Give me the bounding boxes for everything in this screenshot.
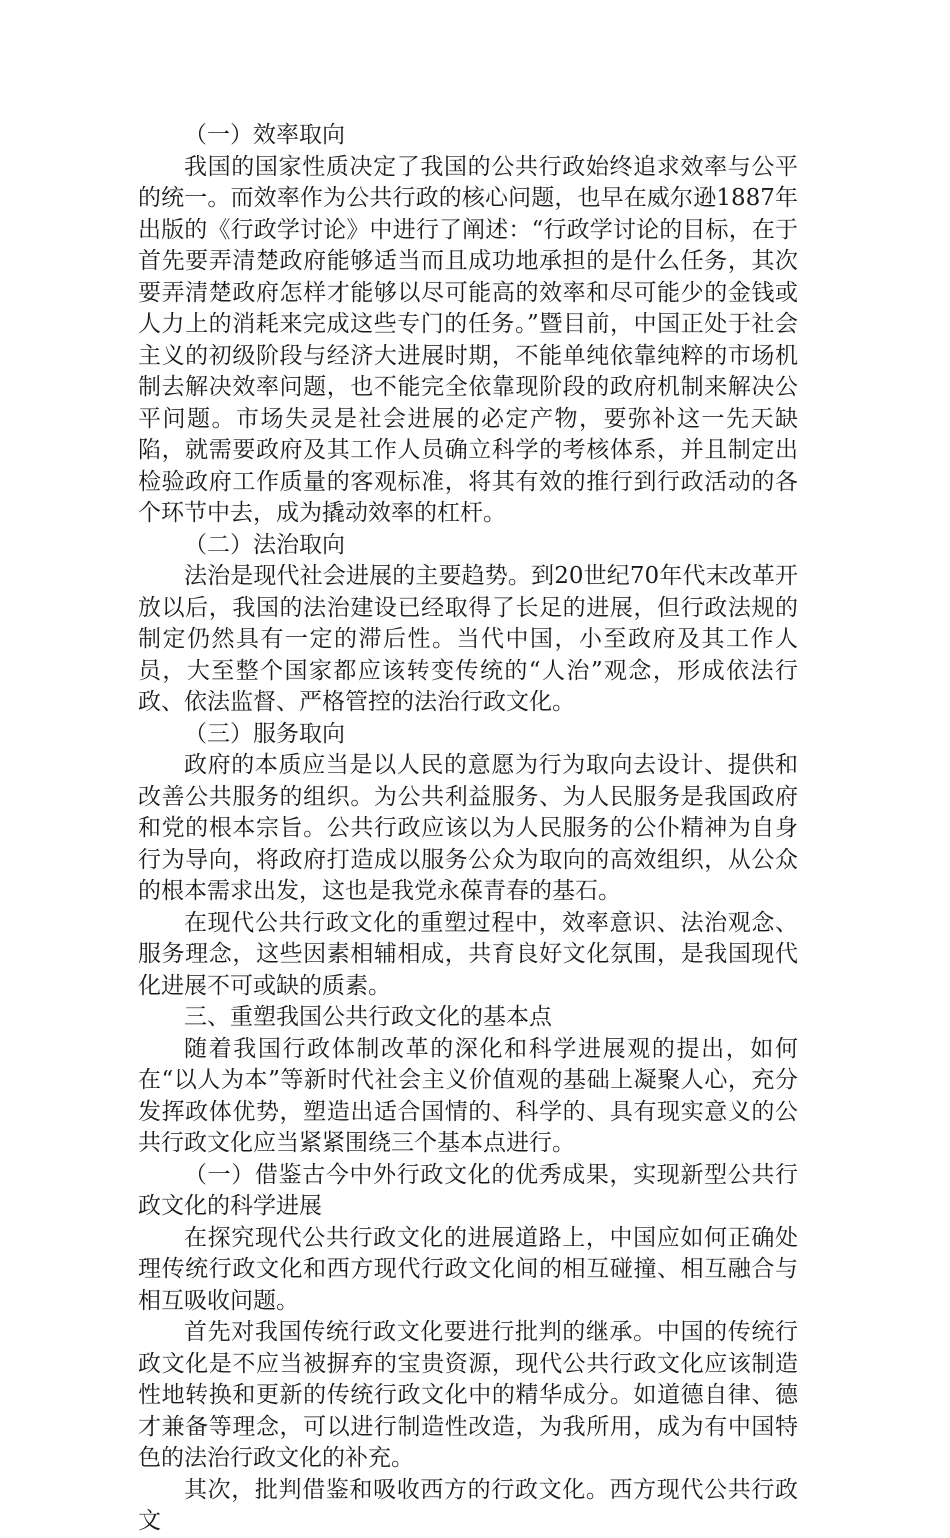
- paragraph-traditional-culture: 首先对我国传统行政文化要进行批判的继承。中国的传统行政文化是不应当被摒弃的宝贵资源，现代公共行政文化应该制造性地转换和更新的传统行政文化中的精华成分。如道德自律、德才兼备等理念，可以进行制造性改造，为我所用，成为有中国特色的法治行政文化的补充。: [138, 1319, 798, 1471]
- paragraph-western-culture: 其次，批判借鉴和吸收西方的行政文化。西方现代公共行政文: [138, 1476, 798, 1534]
- paragraph-efficiency: 我国的国家性质决定了我国的公共行政始终追求效率与公平的统一。而效率作为公共行政的核心问题，也早在威尔逊1887年出版的《行政学讨论》中进行了阐述：“行政学讨论的目标，在于首先要弄清楚政府能够适当而且成功地承担的是什么任务，其次要弄清楚政府怎样才能够以尽可能高的效率和尽可能少的金钱或人力上的消耗来完成这些专门的任务。”暨目前，中国正处于社会主义的初级阶段与经济大进展时期，不能单纯依靠纯粹的市场机制去解决效率问题，也不能完全依靠现阶段的政府机制来解决公平问题。市场失灵是社会进展的必定产物，要弥补这一先天缺陷，就需要政府及其工作人员确立科学的考核体系，并且制定出检验政府工作质量的客观标准，将其有效的推行到行政活动的各个环节中去，成为撬动效率的杠杆。: [138, 153, 798, 526]
- section-subheading-learning: （一）借鉴古今中外行政文化的优秀成果，实现新型公共行政文化的科学进展: [138, 1161, 798, 1219]
- document-page: [138, 120, 798, 1538]
- section-subheading-efficiency: （一）效率取向: [184, 122, 345, 148]
- paragraph-summary: 在现代公共行政文化的重塑过程中，效率意识、法治观念、服务理念，这些因素相辅相成，共育良好文化氛围，是我国现代化进展不可或缺的质素。: [138, 909, 798, 999]
- paragraph-rule-of-law: 法治是现代社会进展的主要趋势。到20世纪70年代末改革开放以后，我国的法治建设已经取得了长足的进展，但行政法规的制定仍然具有一定的滞后性。当代中国，小至政府及其工作人员，大至整个国家都应该转变传统的“人治”观念，形成依法行政、依法监督、严格管控的法治行政文化。: [138, 563, 798, 715]
- section-subheading-service: （三）服务取向: [184, 720, 345, 747]
- paragraph-basic-points-intro: 随着我国行政体制改革的深化和科学进展观的提出，如何在“以人为本”等新时代社会主义价值观的基础上凝聚人心，充分发挥政体优势，塑造出适合国情的、科学的、具有现实意义的公共行政文化应当紧紧围绕三个基本点进行。: [138, 1035, 798, 1156]
- section-subheading-rule-of-law: （二）法治取向: [184, 531, 345, 558]
- paragraph-learning-intro: 在探究现代公共行政文化的进展道路上，中国应如何正确处理传统行政文化和西方现代行政文化间的相互碰撞、相互融合与相互吸收问题。: [138, 1224, 798, 1314]
- paragraph-service: 政府的本质应当是以人民的意愿为行为取向去设计、提供和改善公共服务的组织。为公共利益服务、为人民服务是我国政府和党的根本宗旨。公共行政应该以为人民服务的公仆精神为自身行为导向，将政府打造成以服务公众为取向的高效组织，从公众的根本需求出发，这也是我党永葆青春的基石。: [138, 752, 798, 904]
- section-heading-basic-points: 三、重塑我国公共行政文化的基本点: [184, 1004, 552, 1030]
